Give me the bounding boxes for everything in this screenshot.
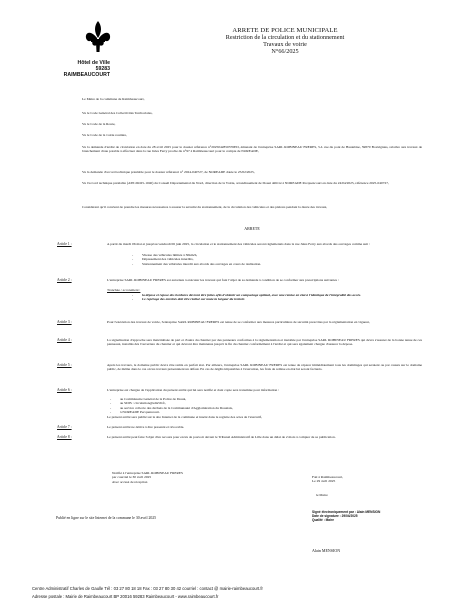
document-number: N°66/2025 [271, 48, 299, 55]
article-2-text: L'entreprise SARL ROBINEAU FRERES est autorisée à exécuter les travaux qui font l'objet de sa demande à condition de se conformer aux prescriptions suivantes : [107, 278, 339, 282]
header-block [200, 27, 370, 55]
article-6-list [110, 397, 410, 414]
article-1-label: Article 1 : [57, 242, 72, 246]
article-2-list [132, 293, 422, 302]
signature-role: le Maire [316, 493, 328, 497]
fleur-de-lis-icon [83, 20, 113, 54]
vu-demande-arrete: Vu la demande d'arrêté de circulation en date du 28 avril 2025 pour le dossier référence n°2025042850376ED, émanant de l'entreprise SARL ROBINEAU FRERES, 5-L rue du pont de Hautebise, 59870 Bouvignies, relative aux travaux de branchement d'eau potable à effectuer dans la rue Jules Ferry proche du n°97 à Raimbeaucourt pour le compte de NOREADE, [82, 145, 422, 154]
signature-quality: Qualité : Maire [312, 518, 334, 522]
article-7-label: Article 7 : [57, 425, 72, 429]
document-subtitle: Restriction de la circulation et du stationnement [225, 34, 345, 41]
notification-line: Notifié à l'entreprise SARL ROBINEAU FRERES [112, 471, 183, 475]
signature-place: Fait à Raimbeaucourt, [312, 475, 344, 479]
article-4-text: La signalisation d'approche sera matérialisée de part et d'autre du chantier par des panneaux conformes à la réglementation et installée par l'entreprise SARL ROBINEAU FRERES qui devra s'assurer de la bonne tenue de ces panneaux, installés dès l'ouverture du chantier et qui devront être maintenus jusqu'à la fin du chantier conformément à l'arrêté et qui sera également chargée d'assurer la dépose. [107, 338, 422, 347]
notification-line: Avec accusé de réception [112, 479, 148, 484]
signer-name: Alain MENSION [312, 548, 341, 553]
article-3-label: Article 3 : [57, 320, 72, 324]
town-address: 59283 RAIMBEAUCOURT [63, 66, 110, 78]
list-item: - au SDIS : circulation@sdis59.fr, [110, 401, 410, 405]
vu-code-route: Vu le Code de la Route, [82, 122, 116, 126]
article-1-list [132, 253, 422, 266]
signed-by: Signé électroniquement par : Alain MENSION [312, 510, 381, 514]
article-5-text: Après les travaux, le domaine public devra être remis en parfait état. Par ailleurs, l'entreprise SARL ROBINEAU FRERES est tenue de réparer immédiatement tous les dommages qui seraient ou par causés sur le domaine public, de même dans le cas où les travaux présentaient un défaut. En cas de dégâts imputables à l'exécution, les frais de remise en état lui seront facturés. [107, 363, 422, 372]
list-item: - Vitesse des véhicules limitée à 30km/h, [132, 253, 422, 257]
publication-note: Publié en ligne sur le site Internet de la commune le 30 avril 2025 [56, 516, 157, 520]
document-title: ARRETE DE POLICE MUNICIPALE [232, 27, 338, 34]
document-subtitle-2: Travaux de voirie [263, 41, 307, 48]
article-8-text: Le présent arrêté peut faire l'objet d'un recours pour excès de pouvoir devant le Tribunal Administratif de Lille dans un délai de 2 mois à compter de sa publication. [107, 435, 336, 439]
notification-block [112, 471, 272, 484]
considering-paragraph: Considérant qu'il convient de prendre les mesures nécessaires à assurer la sécurité du stationnement, de la circulation des véhicules et des piétons pendant la durée des travaux, [82, 205, 328, 209]
footer-address: Adresse postale : Mairie de Raimbeaucourt BP 20016 59283 Raimbeaucourt - www.raimbeaucourt.fr [32, 594, 219, 599]
list-item: - au service collecte des déchets de la Communauté d'Agglomération du Douaisis, [110, 406, 410, 410]
list-item: - à NOREADE Pecquencourt. [110, 410, 410, 414]
article-4-label: Article 4 : [57, 338, 72, 342]
arrete-heading: ARRETE [244, 226, 260, 231]
list-item: - Dépassement des véhicules interdits, [132, 257, 422, 261]
article-6-label: Article 6 : [57, 388, 72, 392]
municipality-block [50, 60, 110, 78]
signature-place-date [312, 475, 422, 484]
article-8-label: Article 8 : [57, 435, 72, 439]
vu-code-voirie: Vu le Code de la voirie routière, [82, 133, 127, 137]
article-1-text: A partir du mardi 06 mai et jusqu'au vendredi 06 juin 2025, la circulation et le stationnement des véhicules seront réglementés dans la rue Jules Ferry aux abords des ouvrages comme suit : [107, 242, 370, 246]
list-item: - Stationnement des véhicules interdit aux abords des ouvrages en cours de réalisation. [132, 262, 422, 266]
signature-date-stamp: Date de signature : 29/04/2025 [312, 514, 358, 518]
electronic-signature-block [312, 510, 432, 522]
list-item: - la dépose et repose des bordures devront être faites afin d'obtenir un compactage optimal, avec une remise en état à l'identique de l'intégralité des accès. [132, 293, 422, 297]
article-3-text: Pour l'exécution des travaux de voirie, l'entreprise SARL ROBINEAU FRERES est tenue de se conformer aux mesures particulières de sécurité prescrites par la réglementation en vigueur, [107, 320, 370, 324]
article-7-text: Le présent arrêté ne dérive à être presenté et révocable. [107, 425, 185, 429]
town-hall-label: Hôtel de Ville [77, 60, 110, 66]
list-item: - au Commissaire Général de la Police de Douai, [110, 397, 410, 401]
notification-line: par courriel le 30 avril 2025 [112, 475, 152, 480]
mayor-line: Le Maire de la commune de Raimbeaucourt, [82, 97, 145, 101]
article-2-subheading: Tranchée / accotement : [107, 288, 141, 292]
vu-cgct: Vu le Code Général des Collectivités Territoriales, [82, 111, 153, 115]
vu-accord-technique: Vu l'accord technique préalable (ATP-DO25-1040) du Conseil Départemental du Nord, direction de la Voirie, arrondissement de Douai délivré à NOREADE Pecquencourt en date du 24/04/2025, référence 2025-040727, [82, 181, 389, 185]
article-6-text: L'entreprise est chargée de l'application du présent arrêté qui lui sera notifié et dont copie sera transmise pour information : [107, 388, 280, 392]
list-item: - Le repérage des enrobés doit être réalisé sur toute la largeur du trottoir. [132, 297, 422, 301]
footer-contact: Centre Administratif Charles de Gaulle Tél : 03 27 80 18 18 Fax : 03 27 80 30 42 courriel : contact @ mairie-raimbeaucourt.fr [32, 586, 263, 591]
article-5-label: Article 5 : [57, 363, 72, 367]
signature-date: Le 29 avril 2025 [312, 479, 336, 484]
article-6-extra: Le présent arrêté sera publié sur le site Internet de la commune et inséré dans le registre des actes de l'exécutif, [107, 415, 262, 419]
article-2-label: Article 2 : [57, 278, 72, 282]
vu-demande-accord: Vu la demande d'accord technique préalable pour le dossier référencé n° 2024-040727, de NOREADE datée le 25/02/2025, [82, 170, 255, 174]
